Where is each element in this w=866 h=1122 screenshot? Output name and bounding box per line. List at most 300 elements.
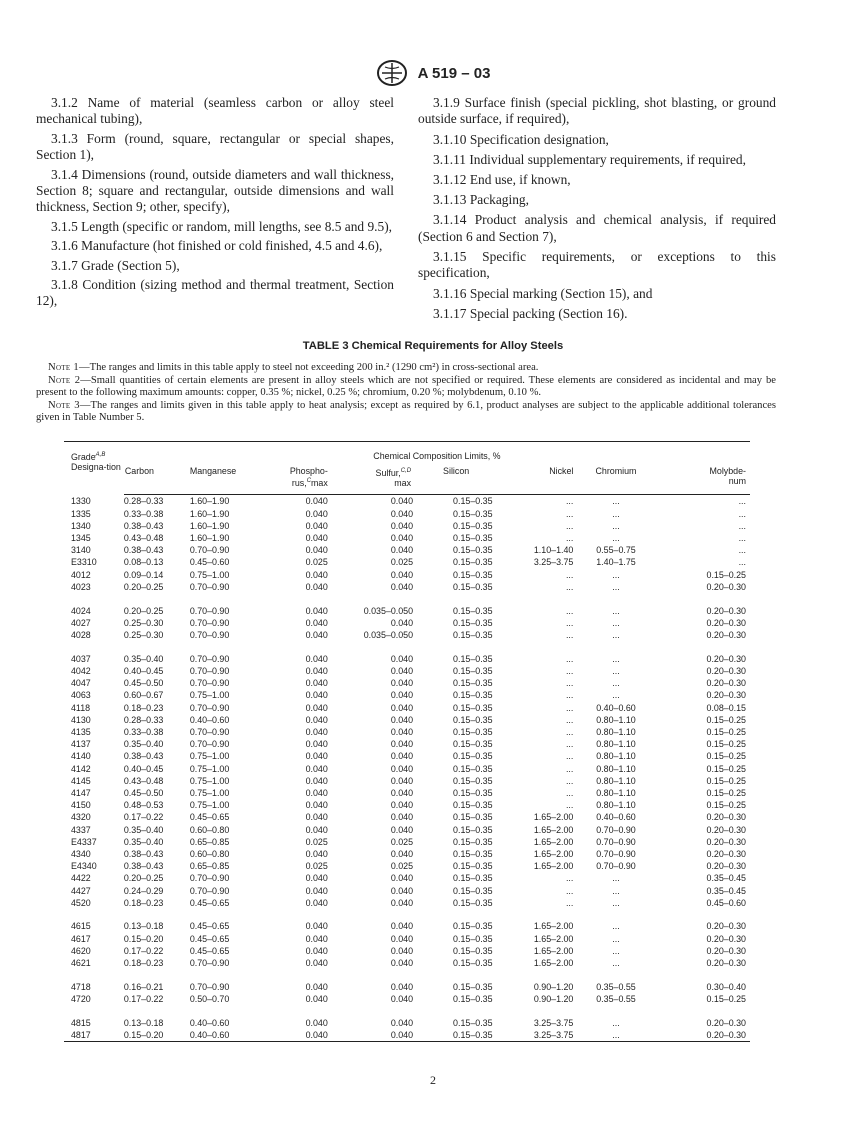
cell-manganese: 0.45–0.60 <box>189 557 230 568</box>
cell-chromium: ... <box>612 520 620 531</box>
cell-molybdenum: 0.15–0.25 <box>706 739 746 750</box>
cell-nickel: ... <box>565 763 574 774</box>
cell-phosphorus: 0.040 <box>305 520 328 531</box>
cell-carbon: 0.17–0.22 <box>123 812 164 823</box>
cell-carbon: 0.20–0.25 <box>123 581 164 592</box>
cell-carbon: 0.43–0.48 <box>123 533 164 544</box>
cell-nickel: ... <box>565 569 574 580</box>
cell-nickel: 3.25–3.75 <box>515 1029 574 1042</box>
cell-manganese: 0.40–0.60 <box>190 1029 273 1042</box>
cell-chromium: 1.40–1.75 <box>596 557 636 568</box>
col-header-silicon: Silicon <box>413 466 514 495</box>
cell-nickel: ... <box>565 678 574 689</box>
cell-carbon: 0.09–0.14 <box>123 569 164 580</box>
cell-silicon: 0.15–0.35 <box>413 1029 514 1042</box>
col-header-phosphorus: Phospho- rus,$^C$max <box>273 466 328 495</box>
cell-sulfur: 0.040 <box>390 569 414 580</box>
cell-nickel: 1.65–2.00 <box>533 921 574 932</box>
table-row <box>64 981 750 993</box>
table-row <box>64 520 750 532</box>
cell-silicon: 0.15–0.35 <box>453 763 493 774</box>
cell-chromium: ... <box>612 945 620 956</box>
cell-nickel: 1.10–1.40 <box>533 545 574 556</box>
cell-chromium: 0.80–1.10 <box>596 726 636 737</box>
cell-sulfur: 0.025 <box>390 861 414 872</box>
cell-chromium: ... <box>612 933 620 944</box>
cell-chromium: ... <box>573 1029 658 1042</box>
cell-sulfur: 0.040 <box>390 958 414 969</box>
cell-phosphorus: 0.040 <box>305 958 328 969</box>
cell-nickel: ... <box>565 787 574 798</box>
cell-sulfur: 0.040 <box>390 702 414 713</box>
note-label: Note 3 <box>48 399 80 411</box>
cell-phosphorus: 0.040 <box>305 617 328 628</box>
cell-nickel: ... <box>565 739 574 750</box>
cell-manganese: 0.45–0.65 <box>189 945 230 956</box>
cell-nickel: 1.65–2.00 <box>533 824 574 835</box>
cell-manganese: 0.45–0.65 <box>189 812 230 823</box>
cell-carbon: 0.38–0.43 <box>123 751 164 762</box>
cell-sulfur: 0.025 <box>390 557 414 568</box>
cell-sulfur: 0.040 <box>390 800 414 811</box>
cell-nickel: ... <box>565 873 574 884</box>
cell-grade: 4620 <box>71 945 91 956</box>
cell-silicon: 0.15–0.35 <box>453 848 493 859</box>
cell-molybdenum: 0.15–0.25 <box>706 775 746 786</box>
cell-sulfur: 0.040 <box>390 714 414 725</box>
cell-molybdenum: 0.20–0.30 <box>706 630 746 640</box>
cell-phosphorus: 0.040 <box>305 545 328 556</box>
cell-silicon: 0.15–0.35 <box>453 678 493 689</box>
cell-chromium: 0.80–1.10 <box>596 714 636 725</box>
cell-sulfur: 0.040 <box>390 581 414 592</box>
page-number: 2 <box>430 1073 436 1087</box>
cell-carbon: 0.16–0.21 <box>123 981 164 992</box>
table-row <box>64 581 750 593</box>
cell-phosphorus: 0.040 <box>305 824 328 835</box>
cell-silicon: 0.15–0.35 <box>453 897 493 908</box>
cell-carbon: 0.25–0.30 <box>123 617 164 628</box>
cell-sulfur: 0.040 <box>390 653 414 664</box>
cell-silicon: 0.15–0.35 <box>453 981 493 992</box>
cell-carbon: 0.17–0.22 <box>123 945 164 956</box>
note-text: —The ranges and limits in this table apply to steel not exceeding 200 in.² (1290 cm²) in cross-sectional area. <box>79 362 539 373</box>
cell-chromium: 0.70–0.90 <box>596 836 636 847</box>
composition-group-header: Chemical Composition Limits, % <box>124 442 750 466</box>
cell-sulfur: 0.040 <box>390 848 414 859</box>
cell-silicon: 0.15–0.35 <box>453 496 493 507</box>
spacer-cell <box>64 593 750 605</box>
cell-chromium: 0.40–0.60 <box>596 812 636 823</box>
cell-grade: 4047 <box>71 678 91 689</box>
cell-molybdenum: 0.20–0.30 <box>706 861 746 872</box>
cell-chromium: 0.35–0.55 <box>596 981 636 992</box>
cell-chromium: 0.80–1.10 <box>596 739 636 750</box>
table-spacer-row <box>64 969 750 981</box>
cell-grade: 4042 <box>71 665 91 676</box>
cell-phosphorus: 0.040 <box>305 630 328 640</box>
cell-molybdenum: 0.15–0.25 <box>706 751 746 762</box>
cell-molybdenum: 0.20–0.30 <box>706 678 746 689</box>
cell-sulfur: 0.040 <box>390 945 414 956</box>
cell-carbon: 0.38–0.43 <box>123 848 164 859</box>
cell-chromium: ... <box>612 533 620 544</box>
cell-chromium: 0.80–1.10 <box>596 800 636 811</box>
table-row <box>64 787 750 799</box>
table-row <box>64 945 750 957</box>
cell-chromium: 0.80–1.10 <box>596 751 636 762</box>
cell-manganese: 0.70–0.90 <box>189 630 230 640</box>
cell-phosphorus: 0.040 <box>305 873 328 884</box>
list-item: 3.1.5 Length (specific or random, mill lengths, see 8.5 and 9.5), <box>51 218 393 234</box>
cell-molybdenum: ... <box>738 545 746 556</box>
cell-silicon: 0.15–0.35 <box>453 605 493 616</box>
cell-silicon: 0.15–0.35 <box>453 1017 493 1028</box>
cell-sulfur: 0.040 <box>390 921 414 932</box>
table-row <box>64 653 750 665</box>
cell-carbon: 0.18–0.23 <box>123 702 164 713</box>
cell-grade: E3310 <box>71 557 97 568</box>
cell-grade: 4615 <box>71 921 91 932</box>
cell-molybdenum: ... <box>738 557 746 568</box>
list-item: 3.1.14 Product analysis and chemical analysis, if required (Section 6 and Section 7), <box>418 212 776 244</box>
cell-phosphorus: 0.040 <box>273 1029 328 1042</box>
cell-silicon: 0.15–0.35 <box>453 921 493 932</box>
table-row <box>64 824 750 836</box>
table-row <box>64 544 750 556</box>
cell-carbon: 0.18–0.23 <box>123 958 164 969</box>
cell-molybdenum: 0.20–0.30 <box>706 824 746 835</box>
cell-grade: 4118 <box>71 702 91 713</box>
col-header-sulfur: Sulfur,$^{C,D}$ max <box>328 466 413 495</box>
cell-silicon: 0.15–0.35 <box>453 617 493 628</box>
cell-sulfur: 0.040 <box>390 520 414 531</box>
cell-manganese: 0.70–0.90 <box>189 617 230 628</box>
cell-sulfur: 0.040 <box>390 787 414 798</box>
cell-phosphorus: 0.040 <box>305 812 328 823</box>
cell-molybdenum: 0.20–0.30 <box>706 933 746 944</box>
cell-nickel: ... <box>565 508 574 519</box>
cell-sulfur: 0.040 <box>390 690 414 701</box>
table-row <box>64 836 750 848</box>
right-column <box>418 95 776 326</box>
table-row <box>64 605 750 617</box>
cell-molybdenum: 0.20–0.30 <box>706 581 746 592</box>
cell-phosphorus: 0.040 <box>305 787 328 798</box>
cell-manganese: 0.40–0.60 <box>189 714 230 725</box>
cell-silicon: 0.15–0.35 <box>453 630 493 640</box>
col-header-molybdenum: Molybde- num <box>659 466 750 495</box>
cell-nickel: ... <box>565 653 574 664</box>
cell-phosphorus: 0.040 <box>305 533 328 544</box>
list-item: 3.1.13 Packaging, <box>433 192 529 208</box>
cell-silicon: 0.15–0.35 <box>453 739 493 750</box>
cell-chromium: ... <box>612 897 620 908</box>
cell-molybdenum: 0.20–0.30 <box>706 617 746 628</box>
table-spacer-row <box>64 1005 750 1017</box>
cell-molybdenum: 0.20–0.30 <box>706 1017 746 1028</box>
cell-phosphorus: 0.025 <box>305 836 328 847</box>
cell-sulfur: 0.040 <box>390 533 414 544</box>
table-row <box>64 920 750 932</box>
table-spacer-row <box>64 593 750 605</box>
cell-molybdenum: 0.15–0.25 <box>706 569 746 580</box>
cell-carbon: 0.60–0.67 <box>123 690 164 701</box>
cell-nickel: 0.90–1.20 <box>533 981 574 992</box>
cell-sulfur: 0.040 <box>390 885 414 896</box>
cell-molybdenum: 0.20–0.30 <box>706 848 746 859</box>
cell-sulfur: 0.035–0.050 <box>363 605 414 616</box>
cell-silicon: 0.15–0.35 <box>453 787 493 798</box>
list-item: 3.1.17 Special packing (Section 16). <box>433 305 628 321</box>
cell-nickel: 1.65–2.00 <box>533 945 574 956</box>
col-header-manganese: Manganese <box>190 466 273 495</box>
cell-grade: 4320 <box>71 812 91 823</box>
spacer-cell <box>64 641 750 653</box>
cell-silicon: 0.15–0.35 <box>453 800 493 811</box>
cell-sulfur: 0.040 <box>390 678 414 689</box>
table-row <box>64 714 750 726</box>
cell-chromium: ... <box>612 921 620 932</box>
cell-manganese: 0.65–0.85 <box>189 861 230 872</box>
cell-nickel: ... <box>565 775 574 786</box>
cell-carbon: 0.18–0.23 <box>123 897 164 908</box>
cell-grade: 4147 <box>71 787 91 798</box>
list-item: 3.1.7 Grade (Section 5), <box>51 257 180 273</box>
cell-phosphorus: 0.040 <box>305 665 328 676</box>
cell-grade: 4520 <box>71 897 91 908</box>
cell-sulfur: 0.040 <box>390 665 414 676</box>
table-row <box>64 750 750 762</box>
cell-silicon: 0.15–0.35 <box>453 520 493 531</box>
cell-molybdenum: 0.15–0.25 <box>706 763 746 774</box>
cell-silicon: 0.15–0.35 <box>453 836 493 847</box>
cell-carbon: 0.35–0.40 <box>123 824 164 835</box>
cell-grade: 4024 <box>71 605 91 616</box>
cell-molybdenum: ... <box>738 533 746 544</box>
cell-manganese: 0.45–0.65 <box>189 897 230 908</box>
cell-silicon: 0.15–0.35 <box>453 993 493 1004</box>
cell-chromium: ... <box>612 605 620 616</box>
cell-molybdenum: 0.20–0.30 <box>706 690 746 701</box>
cell-chromium: ... <box>612 690 620 701</box>
cell-molybdenum: 0.20–0.30 <box>706 812 746 823</box>
cell-molybdenum: 0.15–0.25 <box>706 726 746 737</box>
cell-phosphorus: 0.040 <box>305 885 328 896</box>
cell-carbon: 0.17–0.22 <box>123 993 164 1004</box>
cell-molybdenum: 0.20–0.30 <box>706 665 746 676</box>
table-row <box>64 872 750 884</box>
cell-phosphorus: 0.040 <box>305 508 328 519</box>
cell-phosphorus: 0.040 <box>305 569 328 580</box>
cell-grade: 4427 <box>71 885 91 896</box>
cell-nickel: 3.25–3.75 <box>533 557 574 568</box>
cell-carbon: 0.33–0.38 <box>123 508 164 519</box>
cell-chromium: ... <box>612 653 620 664</box>
list-item: 3.1.8 Condition (sizing method and thermal treatment, Section 12), <box>36 277 394 309</box>
cell-carbon: 0.43–0.48 <box>123 775 164 786</box>
cell-nickel: ... <box>565 702 574 713</box>
table-row <box>64 556 750 568</box>
cell-sulfur: 0.040 <box>390 1017 414 1028</box>
cell-sulfur: 0.040 <box>390 751 414 762</box>
cell-grade: 4130 <box>71 714 91 725</box>
cell-grade: 4617 <box>71 933 91 944</box>
cell-molybdenum: 0.20–0.30 <box>706 945 746 956</box>
cell-chromium: ... <box>612 496 620 507</box>
cell-molybdenum: 0.35–0.45 <box>706 885 746 896</box>
table-row <box>64 726 750 738</box>
cell-carbon: 0.20–0.25 <box>123 873 164 884</box>
page-header <box>0 60 866 88</box>
note <box>36 362 776 375</box>
cell-silicon: 0.15–0.35 <box>453 958 493 969</box>
cell-phosphorus: 0.040 <box>305 739 328 750</box>
cell-grade: E4340 <box>71 861 97 872</box>
cell-manganese: 0.40–0.60 <box>189 1017 230 1028</box>
cell-carbon: 0.38–0.43 <box>123 545 164 556</box>
cell-nickel: 1.65–2.00 <box>533 848 574 859</box>
cell-manganese: 0.75–1.00 <box>189 800 230 811</box>
cell-phosphorus: 0.040 <box>305 678 328 689</box>
cell-silicon: 0.15–0.35 <box>453 581 493 592</box>
table-row <box>64 897 750 909</box>
cell-carbon: 0.13–0.18 <box>123 1017 164 1028</box>
cell-grade: 4422 <box>71 873 91 884</box>
cell-carbon: 0.45–0.50 <box>123 787 164 798</box>
cell-chromium: 0.35–0.55 <box>596 993 636 1004</box>
cell-manganese: 0.75–1.00 <box>189 775 230 786</box>
cell-chromium: ... <box>612 569 620 580</box>
list-item: 3.1.10 Specification designation, <box>433 131 609 147</box>
cell-chromium: ... <box>612 581 620 592</box>
cell-silicon: 0.15–0.35 <box>453 775 493 786</box>
cell-silicon: 0.15–0.35 <box>453 812 493 823</box>
cell-grade: 4028 <box>71 630 91 640</box>
cell-nickel: ... <box>565 496 574 507</box>
cell-phosphorus: 0.040 <box>305 897 328 908</box>
cell-manganese: 0.45–0.65 <box>189 933 230 944</box>
spacer-cell <box>64 969 750 981</box>
cell-manganese: 0.70–0.90 <box>189 605 230 616</box>
cell-manganese: 1.60–1.90 <box>189 520 230 531</box>
cell-silicon: 0.15–0.35 <box>453 690 493 701</box>
cell-sulfur: 0.040 <box>390 981 414 992</box>
cell-nickel: ... <box>565 800 574 811</box>
cell-nickel: ... <box>565 520 574 531</box>
cell-chromium: ... <box>612 630 620 640</box>
table-row <box>64 495 750 508</box>
cell-manganese: 0.70–0.90 <box>189 958 230 969</box>
cell-molybdenum: 0.20–0.30 <box>706 836 746 847</box>
table-row <box>64 665 750 677</box>
table-row <box>64 1029 750 1042</box>
cell-silicon: 0.15–0.35 <box>453 557 493 568</box>
cell-molybdenum: 0.20–0.30 <box>659 1029 750 1042</box>
cell-manganese: 0.75–1.00 <box>189 690 230 701</box>
cell-grade: 4012 <box>71 569 91 580</box>
cell-manganese: 0.45–0.65 <box>189 921 230 932</box>
cell-silicon: 0.15–0.35 <box>453 533 493 544</box>
table-row <box>64 677 750 689</box>
col-header-chromium: Chromium <box>573 466 658 495</box>
cell-manganese: 1.60–1.90 <box>189 533 230 544</box>
cell-carbon: 0.38–0.43 <box>123 520 164 531</box>
cell-sulfur: 0.040 <box>390 933 414 944</box>
cell-nickel: ... <box>565 751 574 762</box>
table-row <box>64 617 750 629</box>
table-row <box>64 775 750 787</box>
cell-carbon: 0.35–0.40 <box>123 739 164 750</box>
cell-chromium: ... <box>612 678 620 689</box>
cell-chromium: ... <box>612 958 620 969</box>
cell-sulfur: 0.040 <box>390 739 414 750</box>
table-body <box>64 495 750 1042</box>
cell-manganese: 0.60–0.80 <box>189 848 230 859</box>
standard-designation: A 519 – 03 <box>417 64 491 82</box>
cell-chromium: 0.70–0.90 <box>596 824 636 835</box>
list-item: 3.1.15 Specific requirements, or exceptions to this specification, <box>418 249 776 281</box>
cell-sulfur: 0.040 <box>390 726 414 737</box>
cell-silicon: 0.15–0.35 <box>453 653 493 664</box>
cell-chromium: ... <box>612 617 620 628</box>
cell-nickel: 3.25–3.75 <box>533 1017 574 1028</box>
cell-sulfur: 0.040 <box>390 545 414 556</box>
cell-carbon: 0.35–0.40 <box>123 836 164 847</box>
cell-grade: 3140 <box>71 545 91 556</box>
cell-chromium: ... <box>612 885 620 896</box>
spacer-cell <box>64 909 750 921</box>
cell-manganese: 0.70–0.90 <box>189 702 230 713</box>
cell-carbon: 0.15–0.20 <box>124 1029 190 1042</box>
cell-silicon: 0.15–0.35 <box>453 824 493 835</box>
cell-molybdenum: ... <box>738 508 746 519</box>
note-label: Note 1 <box>48 362 80 373</box>
cell-silicon: 0.15–0.35 <box>453 569 493 580</box>
cell-manganese: 0.70–0.90 <box>189 653 230 664</box>
list-item: 3.1.16 Special marking (Section 15), and <box>433 285 653 301</box>
cell-grade: 4142 <box>71 763 91 774</box>
cell-phosphorus: 0.040 <box>305 702 328 713</box>
cell-nickel: 1.65–2.00 <box>533 836 574 847</box>
list-item: 3.1.4 Dimensions (round, outside diameters and wall thickness, Section 8; square and rectangular, outside dimensions and wall thickness, Section 9; other, specify), <box>36 166 394 215</box>
table-row <box>64 848 750 860</box>
cell-manganese: 0.65–0.85 <box>189 836 230 847</box>
cell-carbon: 0.40–0.45 <box>123 665 164 676</box>
cell-molybdenum: 0.15–0.25 <box>706 993 746 1004</box>
cell-molybdenum: 0.35–0.45 <box>706 873 746 884</box>
col-header-carbon: Carbon <box>124 466 190 495</box>
cell-carbon: 0.28–0.33 <box>123 496 164 507</box>
data-table <box>64 441 750 1042</box>
cell-sulfur: 0.040 <box>390 775 414 786</box>
cell-carbon: 0.35–0.40 <box>123 653 164 664</box>
table-row <box>64 689 750 701</box>
list-item: 3.1.6 Manufacture (hot finished or cold finished, 4.5 and 4.6), <box>51 238 383 254</box>
table-row <box>64 508 750 520</box>
cell-nickel: ... <box>565 690 574 701</box>
table-row <box>64 1017 750 1029</box>
note-label: Note 2 <box>48 374 81 386</box>
cell-phosphorus: 0.040 <box>305 690 328 701</box>
cell-grade: 4023 <box>71 581 91 592</box>
cell-phosphorus: 0.040 <box>305 945 328 956</box>
cell-grade: 4720 <box>71 993 91 1004</box>
cell-phosphorus: 0.040 <box>305 800 328 811</box>
cell-sulfur: 0.040 <box>390 824 414 835</box>
cell-sulfur: 0.040 <box>390 508 414 519</box>
cell-chromium: 0.80–1.10 <box>596 763 636 774</box>
